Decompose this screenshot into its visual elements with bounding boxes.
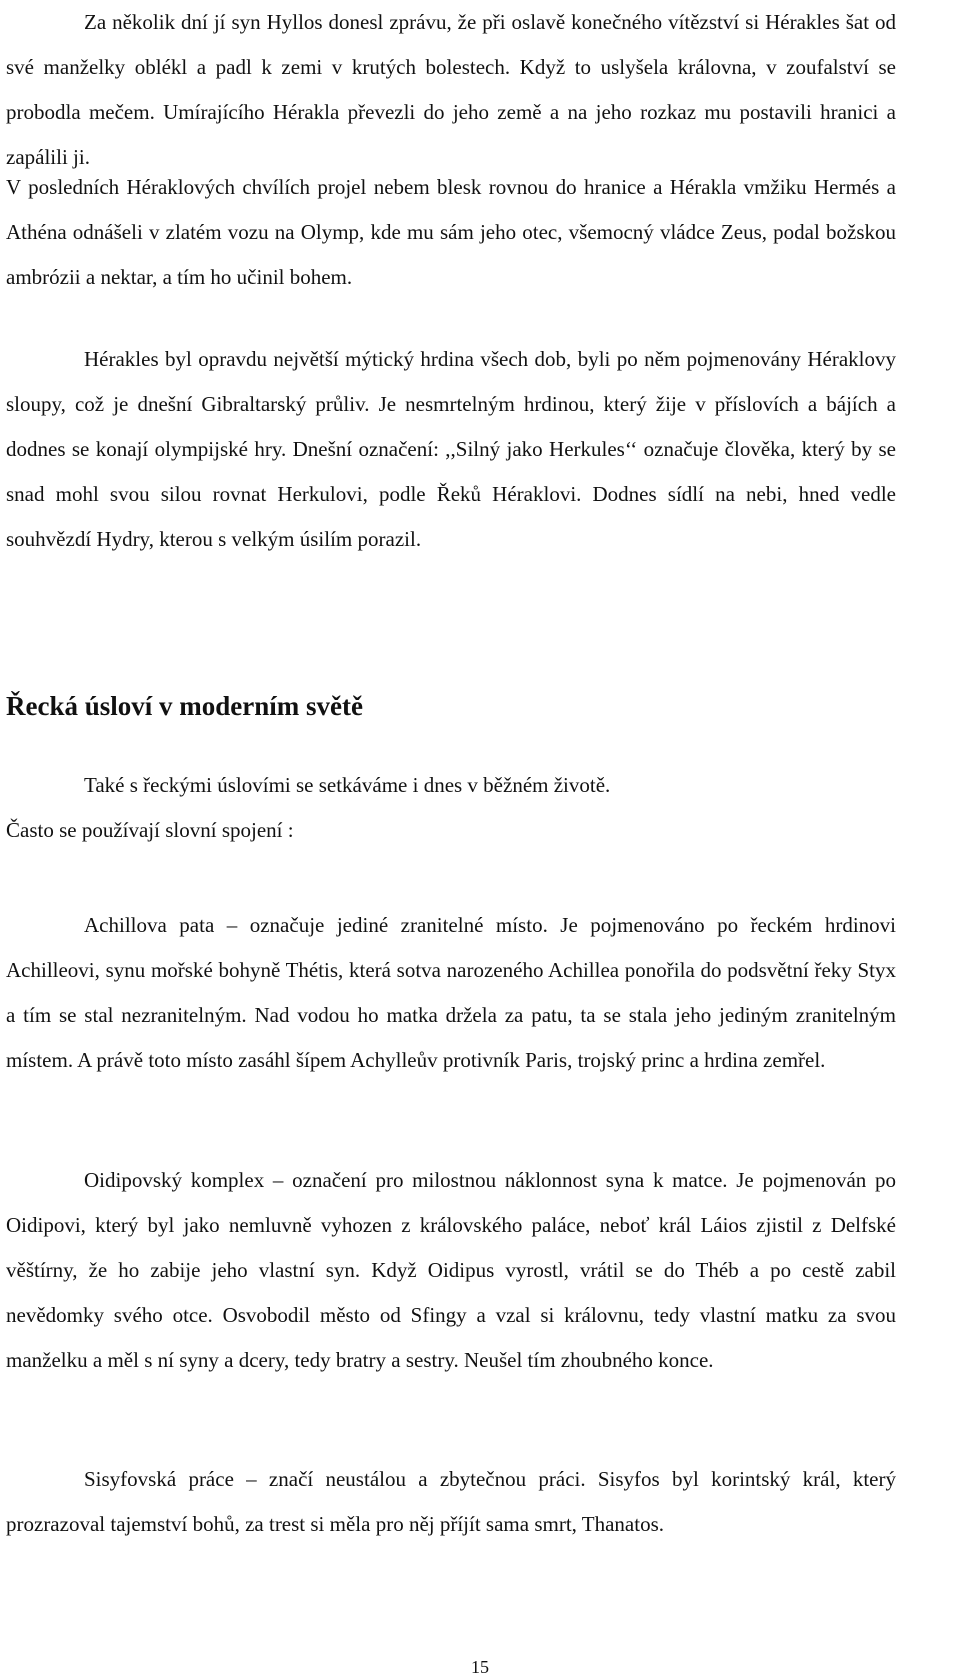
paragraph-hyllos-news: Za několik dní jí syn Hyllos donesl zprávu, že při oslavě konečného vítězství si Hérakles šat od své manželky oblékl a padl k zemi v krutých bolestech. Když to uslyšela královna, v zoufalství se probodla mečem. Umírajícího Hérakla převezli do jeho země a na jeho rozkaz mu postavili hranici a zapálili ji. [6,10,896,169]
paragraph-achilles-heel: Achillova pata – označuje jediné zranitelné místo. Je pojmenováno po řeckém hrdinovi Achilleovi, synu mořské bohyně Thétis, která sotva narozeného Achillea ponořila do podsvětní řeky Styx a tím se stal nezranitelným. Nad vodou ho matka držela za patu, ta se stala jeho jediným zranitelným místem. A právě toto místo zasáhl šípem Achylleův protivník Paris, trojský princ a hrdina zemřel. [6,913,896,1072]
paragraph-heracles-death: V posledních Héraklových chvílích projel nebem blesk rovnou do hranice a Hérakla vmžiku Hermés a Athéna odnášeli v zlatém vozu na Olymp, kde mu sám jeho otec, všemocný vládce Zeus, podal božskou ambrózii a nektar, a tím ho učinil bohem. [6,175,896,289]
paragraph-oedipus-complex: Oidipovský komplex – označení pro milostnou náklonnost syna k matce. Je pojmenován po Oidipovi, který byl jako nemluvně vyhozen z královského paláce, neboť král Láios zjistil z Delfské věštírny, že ho zabije jeho vlastní syn. Když Oidipus vyrostl, vrátil se do Théb a po cestě zabil nevědomky svého otce. Osvobodil město od Sfingy a vzal si královnu, tedy vlastní matku za svou manželku a měl s ní syny a dcery, tedy bratry a sestry. Neušel tím zhoubného konce. [6,1168,896,1372]
section-heading: Řecká úsloví v moderním světě [6,691,363,721]
page-number: 15 [471,1657,489,1677]
paragraph-sisyphean-task: Sisyfovská práce – značí neustálou a zbytečnou práci. Sisyfos byl korintský král, který prozrazoval tajemství bohů, za trest si měla pro něj příjít sama smrt, Thanatos. [6,1467,896,1536]
paragraph-heracles-legacy: Hérakles byl opravdu největší mýtický hrdina všech dob, byli po něm pojmenovány Héraklovy sloupy, což je dnešní Gibraltarský průliv. Je nesmrtelným hrdinou, který žije v příslovích a bájích a dodnes se konají olympijské hry. Dnešní označení: ,,Silný jako Herkules‘‘ označuje člověka, který by se snad mohl svou silou rovnat Herkulovi, podle Řeků Héraklovi. Dodnes sídlí na nebi, hned vedle souhvězdí Hydry, kterou s velkým úsilím porazil. [6,347,896,551]
paragraph-greek-sayings-intro: Také s řeckými úslovími se setkáváme i dnes v běžném životě. [84,773,611,797]
paragraph-common-phrases: Často se používají slovní spojení : [6,818,294,842]
